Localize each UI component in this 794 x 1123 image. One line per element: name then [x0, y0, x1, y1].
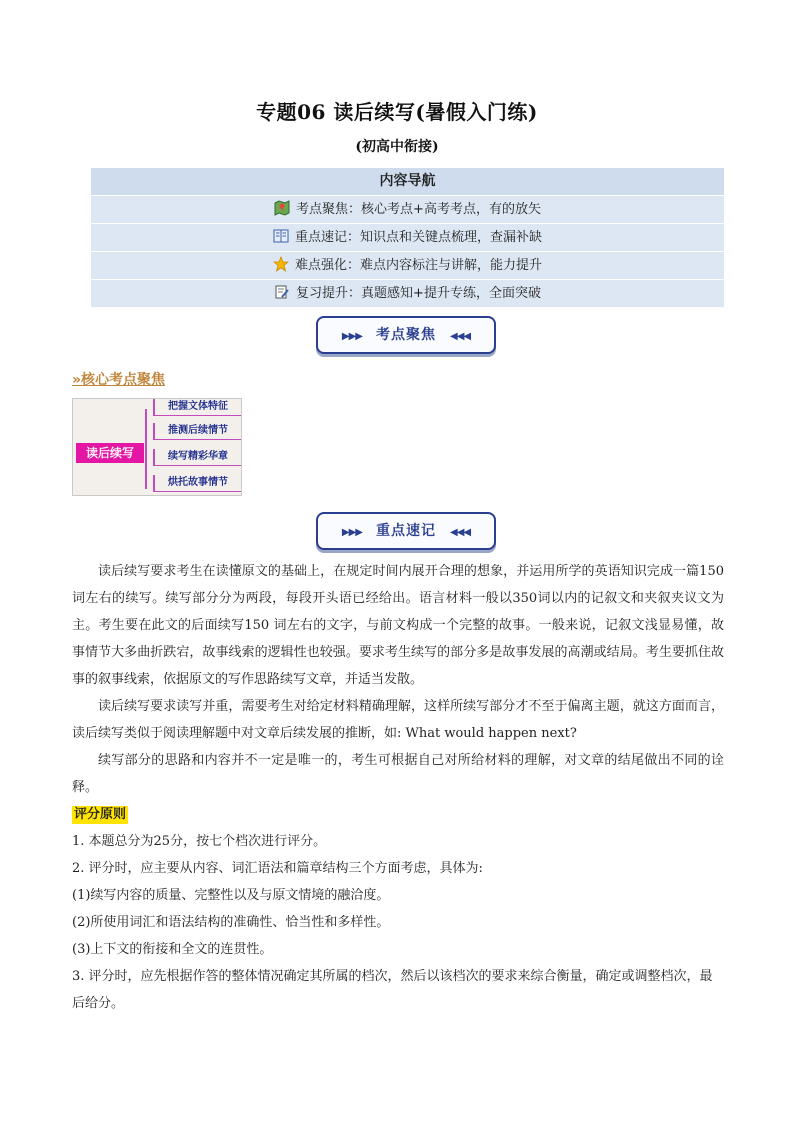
nav-item-difficulty	[91, 252, 724, 280]
section-banner-notes	[316, 512, 496, 550]
section-heading-core-points: »核心考点聚焦	[72, 372, 166, 388]
page-subtitle: (初高中衔接)	[355, 139, 439, 155]
banner-label: 重点速记	[376, 523, 436, 539]
banner-label: 考点聚焦	[376, 327, 436, 343]
nav-item-label: 重点速记：知识点和关键点梳理，查漏补缺	[294, 230, 542, 245]
mindmap-branch: 续写精彩华章	[153, 449, 241, 466]
triple-arrow-right-icon: ▶▶▶	[341, 527, 362, 538]
paragraph: 读后续写要求读写并重，需要考生对给定材料精确理解，这样所续写部分才不至于偏离主题，就这方面而言，读后续写类似于阅读理解题中对文章后续发展的推断，如: What would happen next?	[72, 699, 724, 741]
mindmap-diagram	[72, 398, 242, 496]
body-text	[72, 558, 724, 1017]
score-label-line	[72, 801, 724, 828]
triple-arrow-left-icon: ◀◀◀	[450, 527, 471, 538]
nav-header: 内容导航	[91, 168, 724, 196]
triple-arrow-right-icon: ▶▶▶	[341, 331, 362, 342]
book-icon	[273, 228, 289, 244]
nav-item-review	[91, 280, 724, 308]
edit-icon	[274, 284, 290, 300]
mindmap-branch: 烘托故事情节	[153, 475, 241, 492]
map-icon	[274, 200, 290, 216]
content-navigation-table	[91, 168, 724, 308]
mindmap-branch: 推测后续情节	[153, 423, 241, 440]
nav-item-label: 考点聚焦：核心考点+高考考点，有的放矢	[296, 202, 541, 217]
rule-line: 2. 评分时，应主要从内容、词汇语法和篇章结构三个方面考虑，具体为:	[72, 861, 483, 876]
rule-line: 3. 评分时，应先根据作答的整体情况确定其所属的档次，然后以该档次的要求来综合衡量，确定或调整档次，最后给分。	[72, 969, 713, 1011]
rule-line: (3)上下文的衔接和全文的连贯性。	[72, 942, 273, 957]
page-title: 专题06 读后续写(暑假入门练)	[256, 100, 538, 124]
mindmap-center-node: 读后续写	[76, 443, 144, 463]
nav-item-label: 复习提升：真题感知+提升专练，全面突破	[296, 286, 541, 301]
nav-item-notes	[91, 224, 724, 252]
nav-item-label: 难点强化：难点内容标注与讲解，能力提升	[294, 258, 542, 273]
paragraph: 续写部分的思路和内容并不一定是唯一的，考生可根据自己对所给材料的理解，对文章的结尾做出不同的诠释。	[72, 753, 724, 795]
triple-arrow-left-icon: ◀◀◀	[450, 331, 471, 342]
paragraph: 读后续写要求考生在读懂原文的基础上，在规定时间内展开合理的想象，并运用所学的英语知识完成一篇150词左右的续写。续写部分分为两段，每段开头语已经给出。语言材料一般以350词以内的记叙文和夹叙夹议文为主。考生要在此文的后面续写150 词左右的文字，与前文构成一个完整的故事。一般来说，记叙文浅显易懂，故事情节大多曲折跌宕，故事线索的逻辑性也较强。要求考生续写的部分多是故事发展的高潮或结局。考生要抓住故事的叙事线索，依据原文的写作思路续写文章，并适当发散。	[72, 564, 724, 687]
rule-line: (1)续写内容的质量、完整性以及与原文情境的融洽度。	[72, 888, 390, 903]
mindmap-branch: 把握文体特征	[153, 399, 241, 416]
nav-item-focus	[91, 196, 724, 224]
rule-line: 1. 本题总分为25分，按七个档次进行评分。	[72, 834, 327, 849]
score-label: 评分原则	[74, 807, 127, 822]
rule-line: (2)所使用词汇和语法结构的准确性、恰当性和多样性。	[72, 915, 390, 930]
star-icon	[273, 256, 289, 272]
section-banner-focus	[316, 316, 496, 354]
